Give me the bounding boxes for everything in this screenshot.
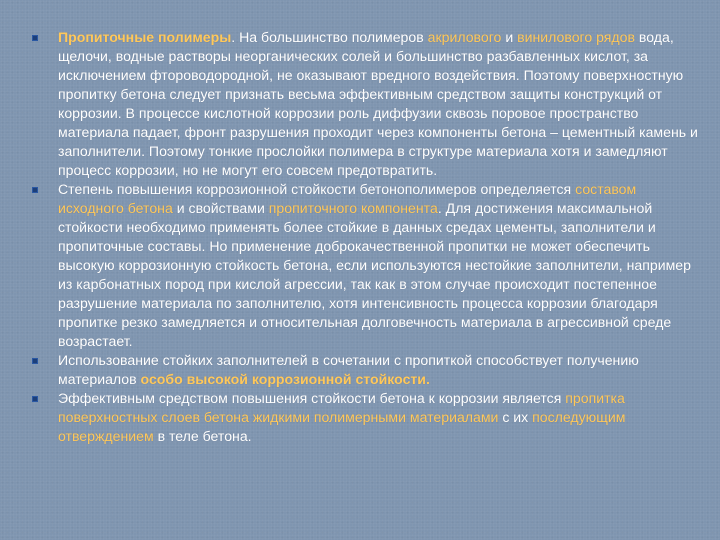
bullet-text [58,181,691,349]
bullet-item [32,351,700,389]
text-segment: вода, щелочи, водные растворы неорганических солей и большинство разбавленных кислот, за исключением фтороводородной, не оказывают вредного воздействия. Поэтому поверхностную пропитку бетона следует признать весьма эффективным средством защиты конструкций от коррозии. В процессе кислотной коррозии роль диффузии сквозь поровое пространство материала падает, фронт разрушения проходит через компоненты бетона – цементный камень и заполнители. Поэтому тонкие прослойки полимера в структуре материала хотя и замедляют процесс коррозии, но не могут его совсем предотвратить. [58,29,698,178]
text-segment: акрилового [427,29,502,45]
text-segment: Эффективным средством повышения стойкости бетона к коррозии является [58,390,566,406]
text-segment: в теле бетона. [153,428,252,444]
text-segment: Пропиточные полимеры [58,29,232,45]
square-bullet-icon [32,187,38,193]
text-segment: с их [498,409,533,425]
square-bullet-icon [32,396,38,402]
text-segment: и [501,29,518,45]
text-segment: . Для достижения максимальной стойкости необходимо применять более стойкие в данных средах цементы, заполнители и пропиточные составы. Но применение доброкачественной пропитки не может обеспечить высокую коррозионную стойкость бетона, если используются нестойкие заполнители, например из карбонатных пород при кислой агрессии, так как в этом случае происходит постепенное разрушение материала по заполнителю, хотя интенсивность процесса коррозии благодаря пропитке резко замедляется и относительная долговечность материала в агрессивной среде возрастает. [58,200,691,349]
text-segment: Степень повышения коррозионной стойкости бетонополимеров определяется [58,181,576,197]
bullet-item [32,180,700,351]
text-segment: пропиточного компонента [268,200,438,216]
text-segment: Использование стойких заполнителей в сочетании с пропиткой способствует получению материалов [58,352,639,387]
square-bullet-icon [32,358,38,364]
bullet-text [58,390,625,444]
bullet-item [32,28,700,180]
bullet-text [58,352,639,387]
text-segment: и свойствами [172,200,269,216]
text-segment: последующим отверждением [58,409,626,444]
bullet-list [32,28,700,446]
text-segment: . На большинство полимеров [231,29,428,45]
text-segment: особо высокой коррозионной стойкости. [140,371,430,387]
bullet-item [32,389,700,446]
text-segment: составом исходного бетона [58,181,637,216]
bullet-text [58,29,698,178]
square-bullet-icon [32,35,38,41]
text-segment: пропитка поверхностных слоев бетона жидкими полимерными материалами [58,390,625,425]
text-segment: винилового рядов [517,29,635,45]
